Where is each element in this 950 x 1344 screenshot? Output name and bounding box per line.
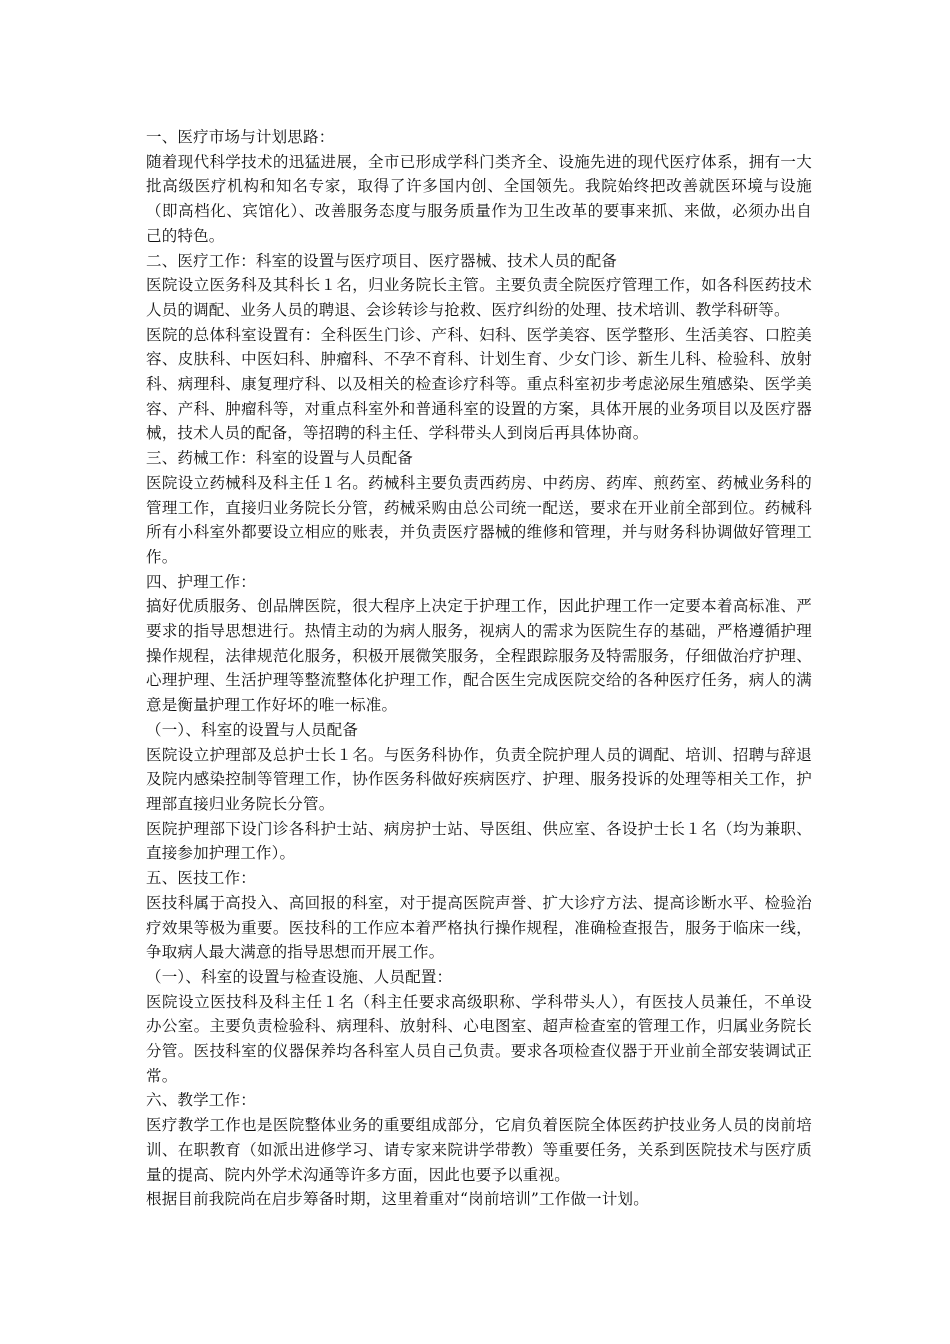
paragraph-department-list: 医院的总体科室设置有：全科医生门诊、产科、妇科、医学美容、医学整形、生活美容、口腔美容、皮肤科、中医妇科、肿瘤科、不孕不育科、计划生育、少女门诊、新生儿科、检验科、放射科、病理科、康复理疗科、以及相关的检查诊疗科等。重点科室初步考虑泌尿生殖感染、医学美容、产科、肿瘤科等，对重点科室外和普通科室的设置的方案，具体开展的业务项目以及医疗器械，技术人员的配备，等招聘的科主任、学科带头人到岗后再具体协商。	[146, 325, 812, 443]
section-heading-6: 六、教学工作：	[146, 1091, 256, 1110]
paragraph-teaching: 医疗教学工作也是医院整体业务的重要组成部分，它肩负着医院全体医药护技业务人员的岗前培训、在职教育（如派出进修学习、请专家来院讲学带教）等重要任务，关系到医院技术与医疗质量的提高、院内外学术沟通等许多方面，因此也要予以重视。	[146, 1116, 812, 1184]
subsection-heading-nursing: （一）、科室的设置与人员配备	[146, 720, 359, 739]
paragraph-nursing-dept: 医院设立护理部及总护士长１名。与医务科协作，负责全院护理人员的调配、培训、招聘与辞退及院内感染控制等管理工作，协作医务科做好疾病医疗、护理、服务投诉的处理等相关工作，护理部直接归业务院长分管。	[146, 745, 812, 813]
paragraph-medical-affairs: 医院设立医务科及其科长１名，归业务院长主管。主要负责全院医疗管理工作，如各科医药技术人员的调配、业务人员的聘退、会诊转诊与抢救、医疗纠纷的处理、技术培训、教学科研等。	[146, 276, 812, 319]
paragraph-nursing-stations: 医院护理部下设门诊各科护士站、病房护士站、导医组、供应室、各设护士长１名（均为兼职、直接参加护理工作）。	[146, 819, 812, 863]
subsection-heading-medtech: （一）、科室的设置与检查设施、人员配置：	[146, 967, 453, 986]
paragraph-medtech-dept: 医院设立医技科及科主任１名（科主任要求高级职称、学科带头人），有医技人员兼任，不单设办公室。主要负责检验科、病理科、放射科、心电图室、超声检查室的管理工作，归属业务院长分管。医技科室的仪器保养均各科室人员自己负责。要求各项检查仪器于开业前全部安装调试正常。	[146, 992, 812, 1085]
section-heading-3: 三、药械工作：科室的设置与人员配备	[146, 449, 413, 468]
paragraph-market-outlook: 随着现代科学技术的迅猛进展，全市已形成学科门类齐全、设施先进的现代医疗体系，拥有一大批高级医疗机构和知名专家，取得了许多国内创、全国领先。我院始终把改善就医环境与设施（即高档化、宾馆化）、改善服务态度与服务质量作为卫生改革的要事来抓、来做，必须办出自己的特色。	[146, 152, 812, 245]
paragraph-medtech: 医技科属于高投入、高回报的科室，对于提高医院声誉、扩大诊疗方法、提高诊断水平、检验治疗效果等极为重要。医技科的工作应本着严格执行操作规程，准确检查报告，服务于临床一线，争取病人最大满意的指导思想而开展工作。	[146, 893, 812, 962]
paragraph-training-plan: 根据目前我院尚在启步筹备时期，这里着重对“岗前培训”工作做一计划。	[146, 1190, 649, 1209]
paragraph-pharmacy: 医院设立药械科及科主任１名。药械科主要负责西药房、中药房、药库、煎药室、药械业务科的管理工作，直接归业务院长分管，药械采购由总公司统一配送，要求在开业前全部到位。药械科所有小科室外都要设立相应的账表，并负责医疗器械的维修和管理，并与财务科协调做好管理工作。	[146, 473, 812, 566]
paragraph-nursing: 搞好优质服务、创品牌医院，很大程序上决定于护理工作，因此护理工作一定要本着高标准、严要求的指导思想进行。热情主动的为病人服务，视病人的需求为医院生存的基础，严格遵循护理操作规程，法律规范化服务，积极开展微笑服务，全程跟踪服务及特需服务，仔细做治疗护理、心理护理、生活护理等整流整体化护理工作，配合医生完成医院交给的各种医疗任务，病人的满意是衡量护理工作好坏的唯一标准。	[146, 597, 812, 715]
section-heading-5: 五、医技工作：	[146, 869, 256, 888]
document-body	[146, 125, 812, 1212]
section-heading-4: 四、护理工作：	[146, 572, 256, 591]
section-heading-2: 二、医疗工作：科室的设置与医疗项目、医疗器械、技术人员的配备	[146, 251, 618, 270]
section-heading-1: 一、医疗市场与计划思路：	[146, 128, 335, 146]
